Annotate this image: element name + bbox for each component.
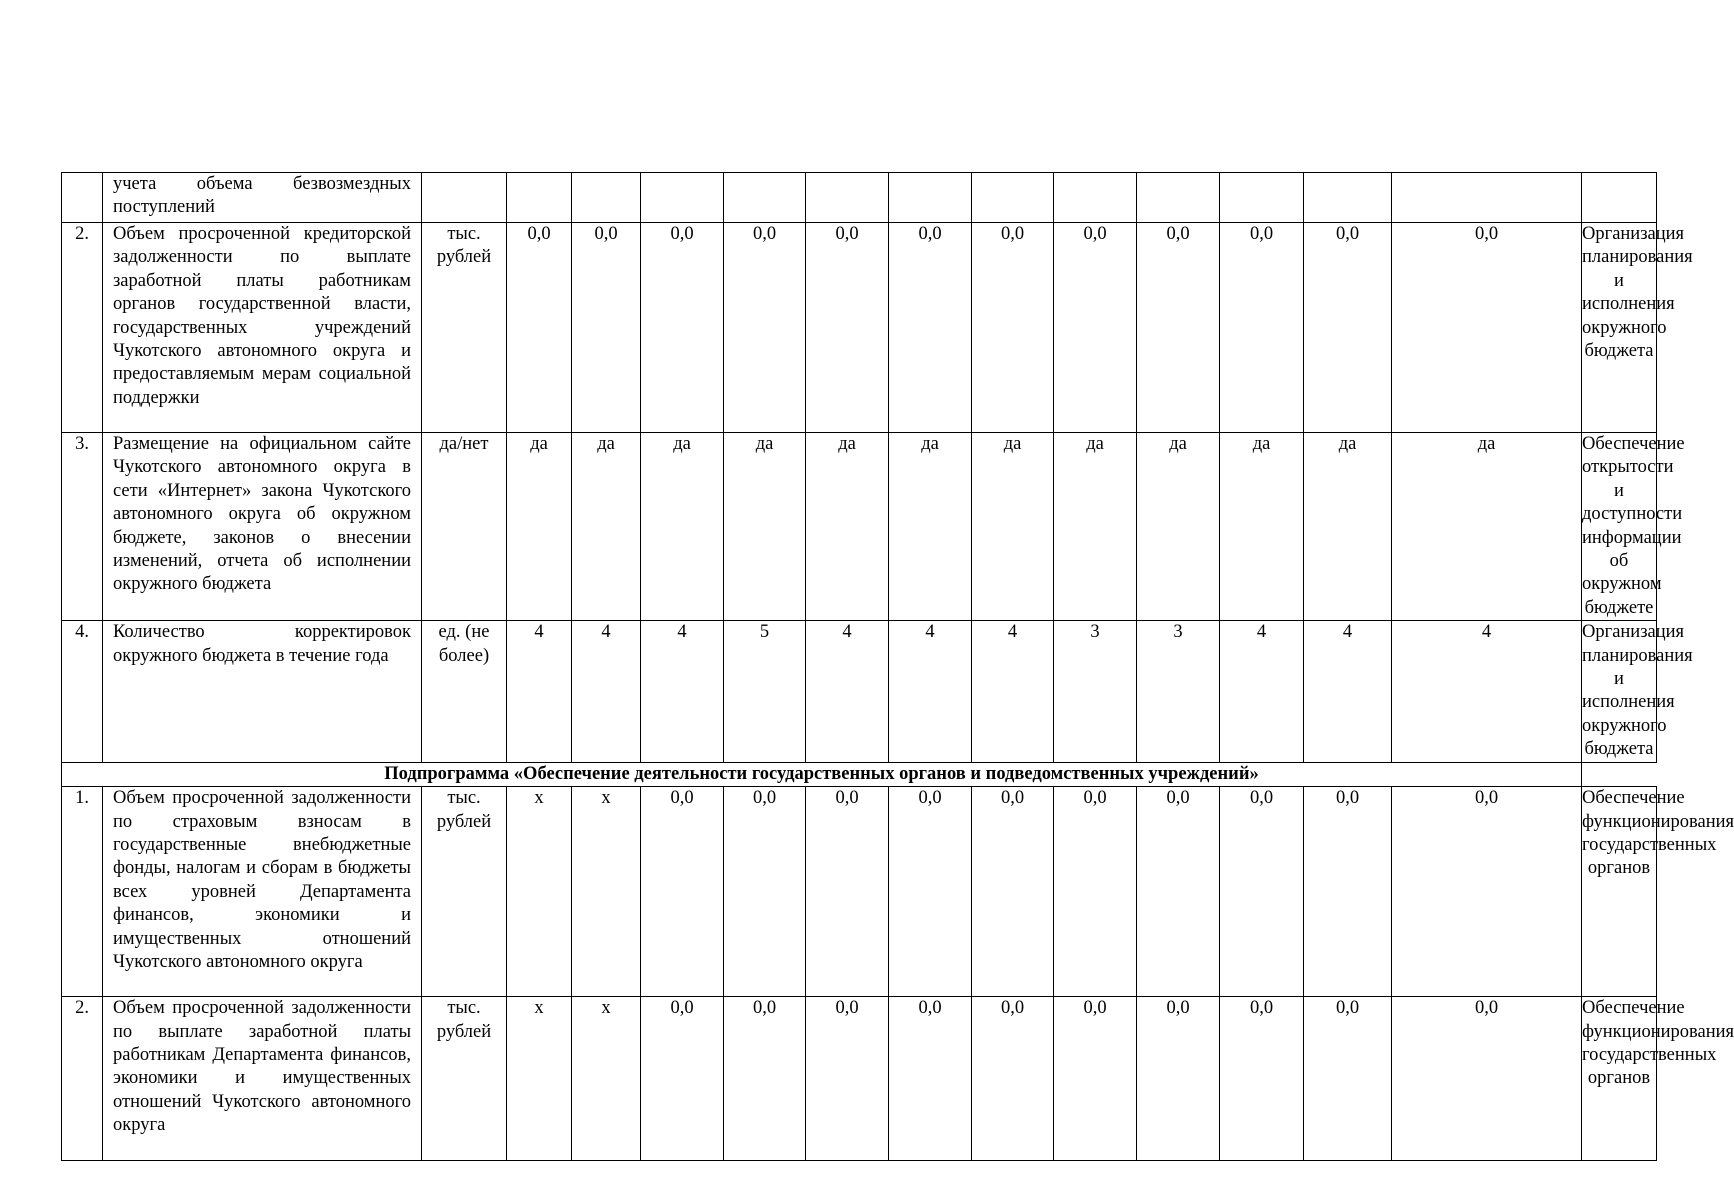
indicator-name: Количество корректировок окружного бюджета в течение года (103, 621, 422, 762)
year-value: 0,0 (889, 997, 972, 1161)
year-value: х (507, 787, 572, 997)
year-value: 4 (972, 621, 1054, 762)
table-row (62, 173, 1657, 223)
row-number: 2. (62, 997, 103, 1161)
year-value: 0,0 (724, 223, 806, 433)
year-value: да (972, 433, 1054, 621)
table-row (62, 433, 1657, 621)
year-value: 3 (1054, 621, 1137, 762)
year-value: 0,0 (806, 787, 889, 997)
table-row (62, 621, 1657, 762)
indicators-table (61, 172, 1734, 1161)
unit-of-measure: тыс. рублей (422, 997, 507, 1161)
year-value: 0,0 (889, 223, 972, 433)
year-value: 0,0 (1054, 223, 1137, 433)
year-value (724, 173, 806, 223)
year-value: 0,0 (724, 787, 806, 997)
subprogram-header-row (62, 762, 1657, 786)
year-value: х (572, 787, 641, 997)
indicator-name: Объем просроченной задолженности по выплате заработной платы работникам Департамента финансов, экономики и имущественных отношений Чукотского автономного округа (103, 997, 422, 1161)
year-value: 3 (1137, 621, 1220, 762)
table-row (62, 223, 1657, 433)
year-value: 4 (1392, 621, 1582, 762)
year-value: 0,0 (1220, 997, 1304, 1161)
task-description: Обеспечение открытости и доступности информации об окружном бюджете (1582, 433, 1657, 621)
unit-of-measure: тыс. рублей (422, 787, 507, 997)
year-value: да (1220, 433, 1304, 621)
year-value: 0,0 (641, 997, 724, 1161)
year-value: 0,0 (507, 223, 572, 433)
unit-of-measure: ед. (не более) (422, 621, 507, 762)
task-description: Обеспечение функционирования государственных органов (1582, 787, 1657, 997)
year-value: 5 (724, 621, 806, 762)
year-value: да (1137, 433, 1220, 621)
row-number: 2. (62, 223, 103, 433)
year-value: 0,0 (641, 223, 724, 433)
unit-of-measure: тыс. рублей (422, 223, 507, 433)
year-value: да (1392, 433, 1582, 621)
year-value: 0,0 (1137, 787, 1220, 997)
unit-of-measure (422, 173, 507, 223)
year-value (972, 173, 1054, 223)
year-value: 0,0 (1304, 997, 1392, 1161)
year-value (641, 173, 724, 223)
year-value: 4 (806, 621, 889, 762)
indicator-name: Объем просроченной задолженности по страховым взносам в государственные внебюджетные фонды, налогам и сборам в бюджеты всех уровней Департамента финансов, экономики и имущественных отношений Чукотского автономного округа (103, 787, 422, 997)
year-value: 0,0 (972, 787, 1054, 997)
task-description: Организация планирования и исполнения окружного бюджета (1582, 621, 1657, 762)
year-value: да (572, 433, 641, 621)
year-value: х (507, 997, 572, 1161)
year-value: 0,0 (1220, 787, 1304, 997)
year-value (1137, 173, 1220, 223)
year-value: 0,0 (889, 787, 972, 997)
year-value: 4 (572, 621, 641, 762)
year-value: 0,0 (1137, 997, 1220, 1161)
subprogram-title: Подпрограмма «Обеспечение деятельности государственных органов и подведомственных учреждений» (62, 762, 1582, 786)
row-number: 3. (62, 433, 103, 621)
year-value (1054, 173, 1137, 223)
table-row (62, 787, 1657, 997)
unit-of-measure: да/нет (422, 433, 507, 621)
year-value: 0,0 (724, 997, 806, 1161)
year-value: да (641, 433, 724, 621)
year-value: 0,0 (806, 997, 889, 1161)
year-value (1392, 173, 1582, 223)
year-value: 0,0 (1392, 223, 1582, 433)
year-value: 0,0 (972, 223, 1054, 433)
year-value: 0,0 (972, 997, 1054, 1161)
year-value: 4 (641, 621, 724, 762)
year-value: х (572, 997, 641, 1161)
year-value: 0,0 (1304, 787, 1392, 997)
year-value: 4 (507, 621, 572, 762)
year-value: 0,0 (1304, 223, 1392, 433)
indicator-name: Размещение на официальном сайте Чукотского автономного округа в сети «Интернет» закона Чукотского автономного округа об окружном бюджете, законов о внесении изменений, отчета об исполнении окружного бюджета (103, 433, 422, 621)
year-value (806, 173, 889, 223)
year-value: 0,0 (1392, 997, 1582, 1161)
year-value: 4 (889, 621, 972, 762)
row-number (62, 173, 103, 223)
year-value: 0,0 (806, 223, 889, 433)
year-value (1220, 173, 1304, 223)
row-number: 1. (62, 787, 103, 997)
year-value: да (806, 433, 889, 621)
year-value: 0,0 (1137, 223, 1220, 433)
task-description: Обеспечение функционирования государственных органов (1582, 997, 1657, 1161)
task-description: Организация планирования и исполнения окружного бюджета (1582, 223, 1657, 433)
year-value: да (724, 433, 806, 621)
year-value: 0,0 (641, 787, 724, 997)
row-number: 4. (62, 621, 103, 762)
year-value: 4 (1220, 621, 1304, 762)
year-value (889, 173, 972, 223)
task-description (1582, 173, 1657, 223)
year-value: 0,0 (572, 223, 641, 433)
year-value: 0,0 (1054, 787, 1137, 997)
table-row (62, 997, 1657, 1161)
year-value: да (507, 433, 572, 621)
year-value: да (1054, 433, 1137, 621)
year-value: 4 (1304, 621, 1392, 762)
year-value (572, 173, 641, 223)
indicator-name: учета объема безвозмездных поступлений (103, 173, 422, 223)
indicator-name: Объем просроченной кредиторской задолженности по выплате заработной платы работникам органов государственной власти, государственных учреждений Чукотского автономного округа и предоставляемым мерам социальной поддержки (103, 223, 422, 433)
year-value: 0,0 (1392, 787, 1582, 997)
year-value (507, 173, 572, 223)
year-value: да (1304, 433, 1392, 621)
year-value (1304, 173, 1392, 223)
year-value: да (889, 433, 972, 621)
year-value: 0,0 (1220, 223, 1304, 433)
year-value: 0,0 (1054, 997, 1137, 1161)
